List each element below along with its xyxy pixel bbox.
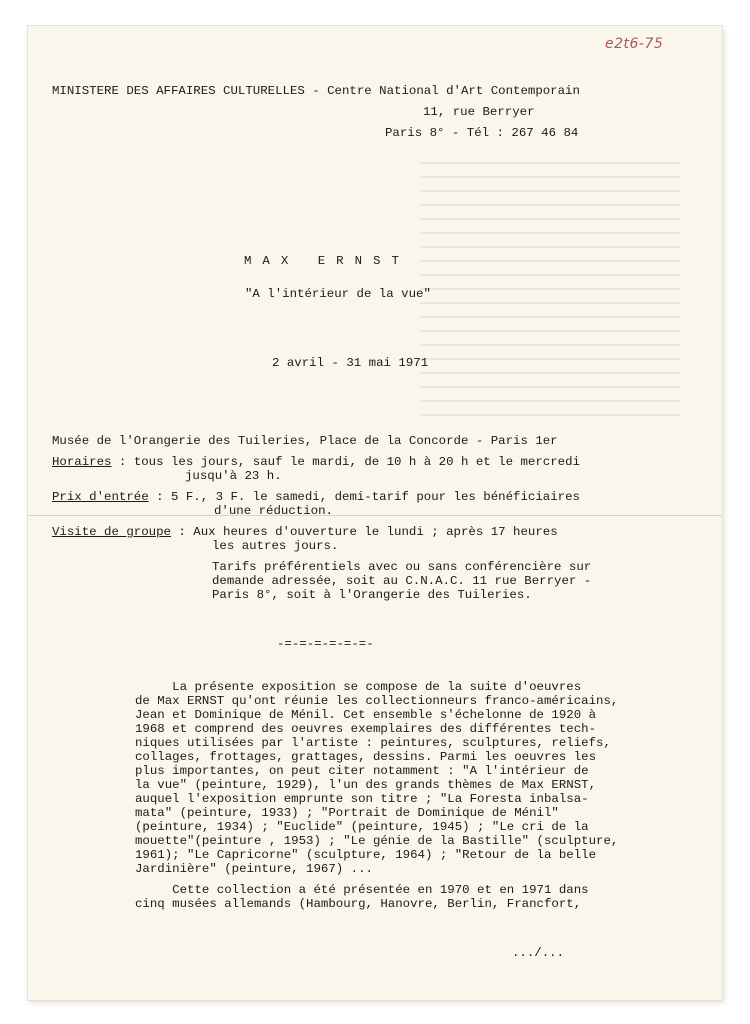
- price-label: Prix d'entrée: [52, 490, 149, 504]
- body-line: la vue" (peinture, 1929), l'un des grands thèmes de Max ERNST,: [135, 778, 597, 792]
- group-row: [52, 525, 558, 539]
- body-line: mouette"(peinture , 1953) ; "Le génie de la Bastille" (sculpture,: [135, 834, 619, 848]
- group-text-line4: demande adressée, soit au C.N.A.C. 11 rue Berryer -: [212, 574, 592, 588]
- hours-text-line1: tous les jours, sauf le mardi, de 10 h à 20 h et le mercredi: [133, 455, 580, 469]
- exhibition-dates: 2 avril - 31 mai 1971: [272, 356, 429, 370]
- body-line: plus importantes, on peut citer notamment : "A l'intérieur de: [135, 764, 589, 778]
- venue-line: Musée de l'Orangerie des Tuileries, Place de la Concorde - Paris 1er: [52, 434, 558, 448]
- header-address-line: 11, rue Berryer: [423, 105, 535, 119]
- hours-separator: :: [111, 455, 134, 469]
- price-text-line1: 5 F., 3 F. le samedi, demi-tarif pour les bénéficiaires: [170, 490, 580, 504]
- paper-fold-line: [28, 515, 722, 516]
- group-text-line5: Paris 8°, soit à l'Orangerie des Tuileries.: [212, 588, 532, 602]
- body-line: 1961); "Le Capricorne" (sculpture, 1964) ; "Retour de la belle: [135, 848, 597, 862]
- price-row: [52, 490, 580, 504]
- hours-row: [52, 455, 580, 469]
- continuation-mark: .../...: [512, 946, 565, 960]
- exhibition-title: MAX ERNST: [244, 254, 410, 268]
- body-line: 1968 et comprend des oeuvres exemplaires des différentes tech-: [135, 722, 597, 736]
- body-line: cinq musées allemands (Hambourg, Hanovre, Berlin, Francfort,: [135, 897, 582, 911]
- body-line: de Max ERNST qu'ont réunie les collectionneurs franco-américains,: [135, 694, 619, 708]
- handwritten-reference: e2t6-75: [605, 36, 664, 52]
- group-label: Visite de groupe: [52, 525, 171, 539]
- price-text-line2: d'une réduction.: [214, 504, 333, 518]
- body-line: Cette collection a été présentée en 1970 et en 1971 dans: [135, 883, 589, 897]
- section-separator: -=-=-=-=-=-=-: [277, 637, 374, 651]
- body-line: mata" (peinture, 1933) ; "Portrait de Dominique de Ménil": [135, 806, 559, 820]
- group-text-line2: les autres jours.: [212, 539, 339, 553]
- header-ministry-line: MINISTERE DES AFFAIRES CULTURELLES - Centre National d'Art Contemporain: [52, 84, 580, 98]
- body-line: niques utilisées par l'artiste : peintures, sculptures, reliefs,: [135, 736, 611, 750]
- body-line: auquel l'exposition emprunte son titre ; "La Foresta inbalsa-: [135, 792, 589, 806]
- group-separator: :: [170, 525, 194, 539]
- body-line: collages, frottages, grattages, dessins. Parmi les oeuvres les: [135, 750, 597, 764]
- body-line: Jardinière" (peinture, 1967) ...: [135, 862, 373, 876]
- body-line: (peinture, 1934) ; "Euclide" (peinture, 1945) ; "Le cri de la: [135, 820, 589, 834]
- group-text-line3: Tarifs préférentiels avec ou sans conférencière sur: [212, 560, 592, 574]
- hours-label: Horaires: [52, 455, 112, 469]
- body-line: La présente exposition se compose de la suite d'oeuvres: [135, 680, 582, 694]
- body-line: Jean et Dominique de Ménil. Cet ensemble s'échelonne de 1920 à: [135, 708, 597, 722]
- reverse-side-bleed-through: [420, 162, 680, 422]
- exhibition-subtitle: "A l'intérieur de la vue": [245, 287, 431, 301]
- price-separator: :: [148, 490, 171, 504]
- hours-text-line2: jusqu'à 23 h.: [185, 469, 282, 483]
- group-text-line1: Aux heures d'ouverture le lundi ; après 17 heures: [193, 525, 558, 539]
- header-phone-line: Paris 8° - Tél : 267 46 84: [385, 126, 579, 140]
